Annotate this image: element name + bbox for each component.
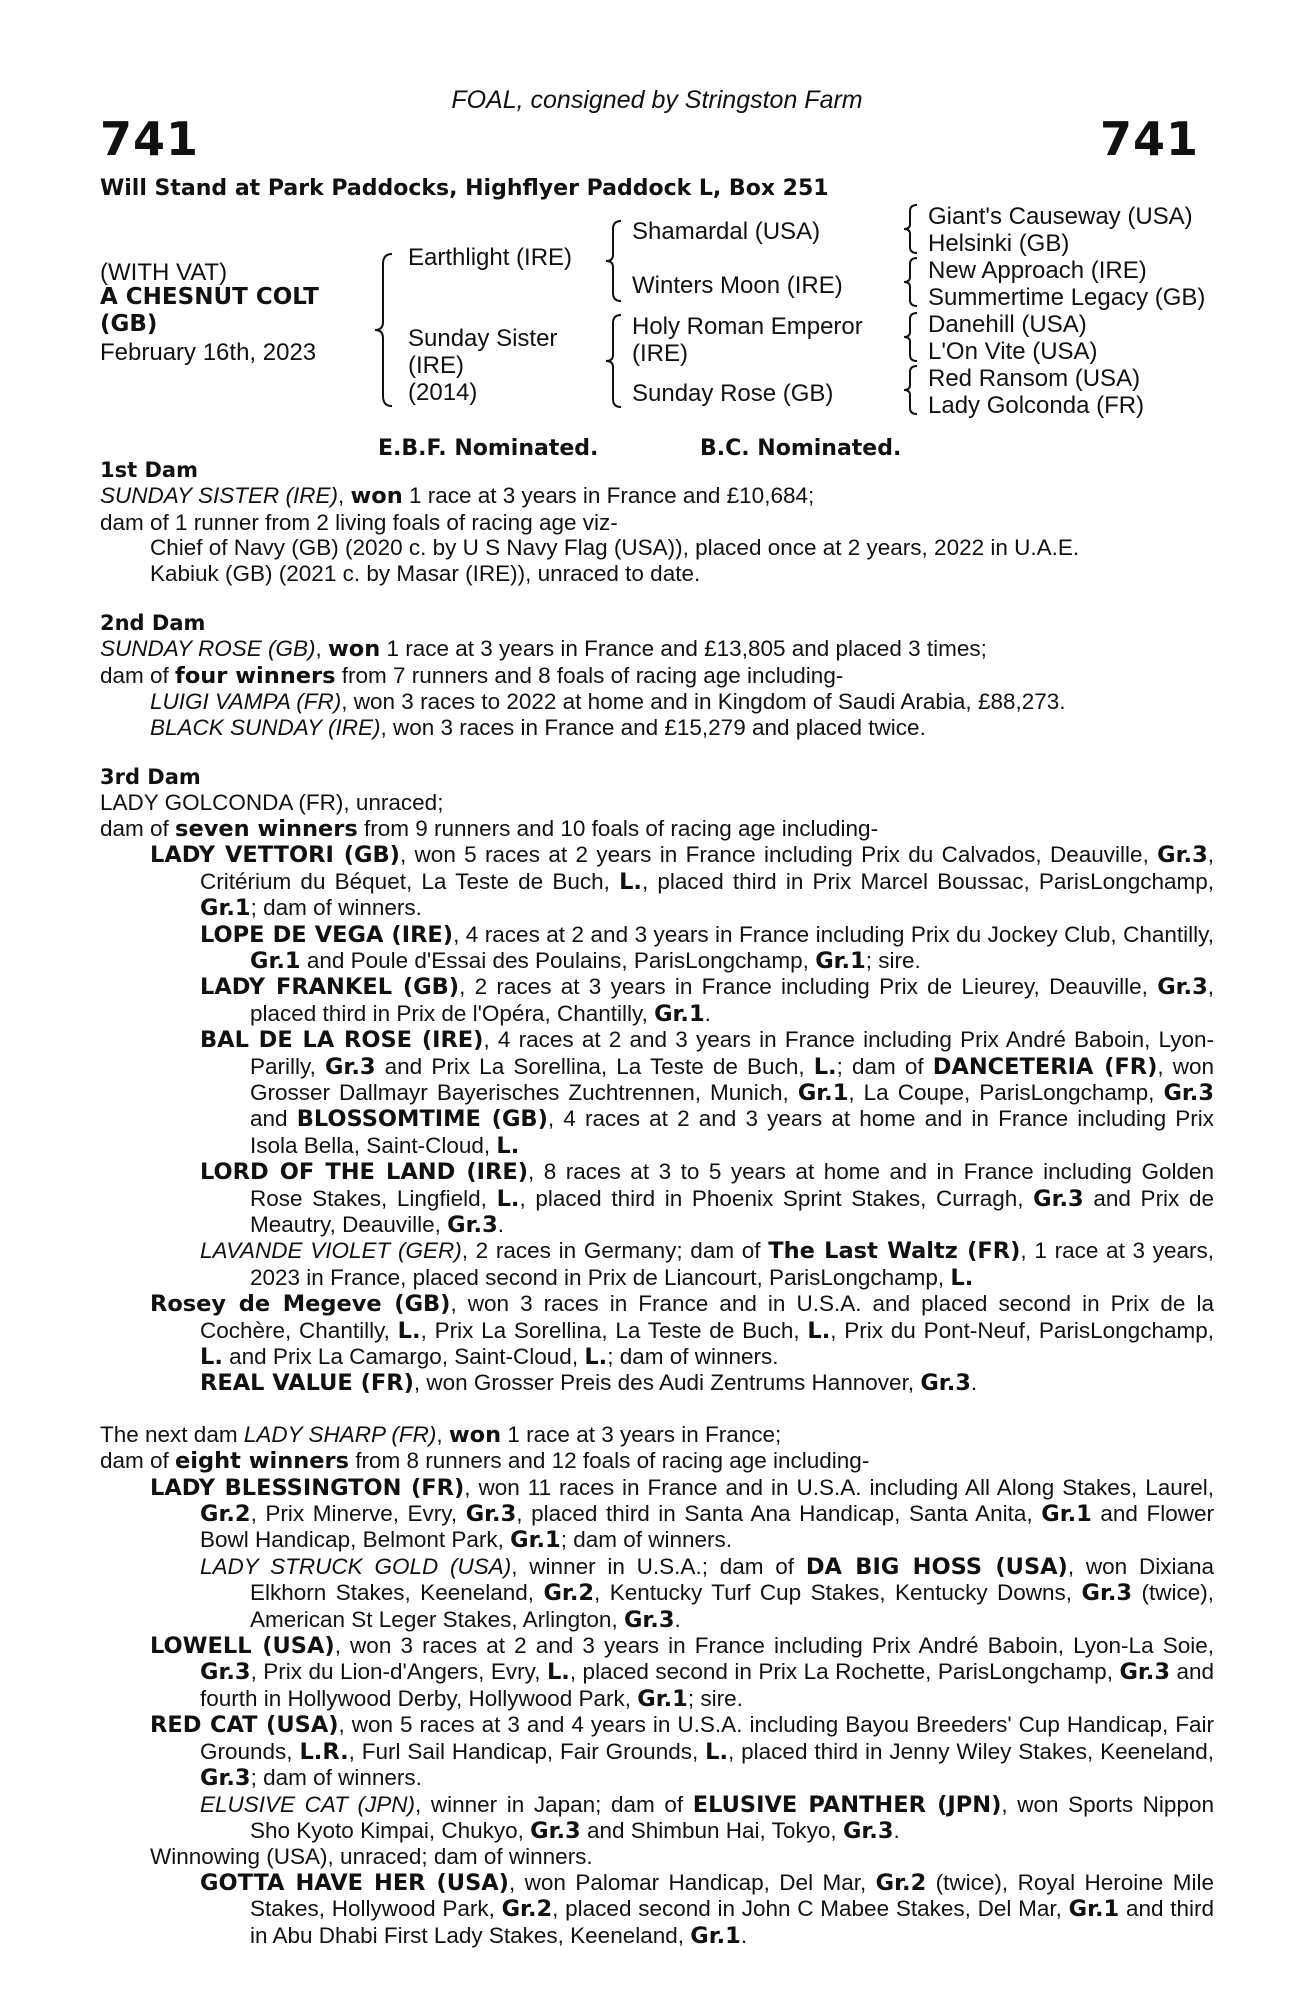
dam-sire: Holy Roman Emperor	[632, 313, 863, 340]
progeny-entry: BAL DE LA ROSE (IRE), 4 races at 2 and 3 years in France including Prix André Baboin, Lyon-Parilly, Gr.3 and Prix La Sorellina, La Teste de Buch, L.; dam of DANCETERIA (FR), won Grosser Dallmayr Bayerisches Zuchtrennen, Munich, Gr.1, La Coupe, ParisLongchamp, Gr.3 and BLOSSOMTIME (GB), 4 races at 2 and 3 years at home and in France including Prix Isola Bella, Saint-Cloud, L.	[200, 1027, 1215, 1159]
third-dam-heading: 3rd Dam	[100, 765, 201, 790]
dam: Sunday Sister	[408, 325, 558, 352]
second-dam-record: SUNDAY ROSE (GB), won 1 race at 3 years in France and £13,805 and placed 3 times;	[100, 636, 987, 663]
pedigree-brace-2	[603, 219, 625, 303]
pedigree-brace-5	[901, 256, 921, 308]
second-dam-heading: 2nd Dam	[100, 611, 206, 636]
first-dam-record: SUNDAY SISTER (IRE), won 1 race at 3 years in France and £10,684;	[100, 483, 815, 510]
third-dam-produce: dam of seven winners from 9 runners and 10 foals of racing age including-	[100, 815, 879, 842]
grandsire-5: Danehill (USA)	[928, 311, 1087, 338]
progeny-entry: BLACK SUNDAY (IRE), won 3 races in France and £15,279 and placed twice.	[150, 714, 926, 740]
grandsire-1: Giant's Causeway (USA)	[928, 203, 1193, 230]
grandsire-8: Lady Golconda (FR)	[928, 392, 1145, 419]
stand-location: Will Stand at Park Paddocks, Highflyer Paddock L, Box 251	[100, 176, 829, 201]
sire-dam: Winters Moon (IRE)	[632, 272, 843, 299]
third-dam-record: LADY GOLCONDA (FR), unraced;	[100, 790, 444, 816]
lot-number-left: 741	[100, 112, 200, 166]
progeny-entry: REAL VALUE (FR), won Grosser Preis des Audi Zentrums Hannover, Gr.3.	[200, 1370, 978, 1397]
dam-dam: Sunday Rose (GB)	[632, 380, 834, 407]
progeny-entry: GOTTA HAVE HER (USA), won Palomar Handicap, Del Mar, Gr.2 (twice), Royal Heroine Mile Stakes, Hollywood Park, Gr.2, placed second in John C Mabee Stakes, Del Mar, Gr.1 and third in Abu Dhabi First Lady Stakes, Keeneland, Gr.1.	[200, 1869, 1215, 1949]
progeny-entry: LADY FRANKEL (GB), 2 races at 3 years in France including Prix de Lieurey, Deauville, Gr.3, placed third in Prix de l'Opéra, Chantilly, Gr.1.	[200, 974, 1215, 1027]
pedigree-brace-7	[901, 364, 921, 416]
next-dam-record: The next dam LADY SHARP (FR), won 1 race at 3 years in France;	[100, 1421, 782, 1448]
consignor-line: FOAL, consigned by Stringston Farm	[451, 86, 863, 114]
second-dam-produce: dam of four winners from 7 runners and 8 foals of racing age including-	[100, 662, 844, 689]
grandsire-7: Red Ransom (USA)	[928, 365, 1141, 392]
pedigree-brace-3	[603, 313, 625, 409]
sire: Earthlight (IRE)	[408, 244, 573, 271]
dam-sire-country: (IRE)	[632, 340, 688, 367]
foal-line: Chief of Navy (GB) (2020 c. by U S Navy Flag (USA)), placed once at 2 years, 2022 in U.A.E.	[150, 535, 1080, 561]
progeny-entry: LOPE DE VEGA (IRE), 4 races at 2 and 3 years in France including Prix du Jockey Club, Chantilly, Gr.1 and Poule d'Essai des Poulains, ParisLongchamp, Gr.1; sire.	[200, 921, 1214, 974]
pedigree-brace-4	[901, 203, 921, 255]
grandsire-6: L'On Vite (USA)	[928, 338, 1098, 365]
horse-name: A CHESNUT COLT	[100, 284, 319, 310]
progeny-entry: LADY STRUCK GOLD (USA), winner in U.S.A.; dam of DA BIG HOSS (USA), won Dixiana Elkhorn Stakes, Keeneland, Gr.2, Kentucky Turf Cup Stakes, Kentucky Downs, Gr.3 (twice), American St Leger Stakes, Arlington, Gr.3.	[200, 1553, 1214, 1633]
progeny-entry: LADY VETTORI (GB), won 5 races at 2 years in France including Prix du Calvados, Deauville, Gr.3, Critérium du Béquet, La Teste de Buch, L., placed third in Prix Marcel Boussac, ParisLongchamp, Gr.1; dam of winners.	[150, 842, 1214, 922]
progeny-entry: Winnowing (USA), unraced; dam of winners.	[150, 1844, 593, 1870]
progeny-entry: RED CAT (USA), won 5 races at 3 and 4 years in U.S.A. including Bayou Breeders' Cup Handicap, Fair Grounds, L.R., Furl Sail Handicap, Fair Grounds, L., placed third in Jenny Wiley Stakes, Keeneland, Gr.3; dam of winners.	[150, 1712, 1215, 1792]
first-dam-produce: dam of 1 runner from 2 living foals of racing age viz-	[100, 509, 618, 535]
dam-country: (IRE)	[408, 352, 464, 379]
sire-sire: Shamardal (USA)	[632, 218, 821, 245]
dam-year: (2014)	[408, 379, 478, 406]
foal-line: Kabiuk (GB) (2021 c. by Masar (IRE)), unraced to date.	[150, 560, 701, 586]
progeny-entry: LOWELL (USA), won 3 races at 2 and 3 years in France including Prix André Baboin, Lyon-La Soie, Gr.3, Prix du Lion-d'Angers, Evry, L., placed second in Prix La Rochette, ParisLongchamp, Gr.3 and fourth in Hollywood Derby, Hollywood Park, Gr.1; sire.	[150, 1633, 1215, 1712]
pedigree-brace-6	[901, 311, 921, 363]
vat-note: (WITH VAT)	[100, 259, 228, 286]
grandsire-2: Helsinki (GB)	[928, 230, 1070, 257]
pedigree-brace-1	[372, 252, 396, 408]
ebf-nomination: E.B.F. Nominated.	[378, 436, 599, 461]
first-dam-heading: 1st Dam	[100, 458, 198, 482]
next-dam-produce: dam of eight winners from 8 runners and 12 foals of racing age including-	[100, 1448, 870, 1475]
grandsire-4: Summertime Legacy (GB)	[928, 284, 1206, 311]
grandsire-3: New Approach (IRE)	[928, 257, 1147, 284]
horse-country: (GB)	[100, 311, 158, 337]
progeny-entry: LORD OF THE LAND (IRE), 8 races at 3 to 5 years at home and in France including Golden Rose Stakes, Lingfield, L., placed third in Phoenix Sprint Stakes, Curragh, Gr.3 and Prix de Meautry, Deauville, Gr.3.	[200, 1159, 1215, 1238]
progeny-entry: Rosey de Megeve (GB), won 3 races in France and in U.S.A. and placed second in Prix de la Cochère, Chantilly, L., Prix La Sorellina, La Teste de Buch, L., Prix du Pont-Neuf, ParisLongchamp, L. and Prix La Camargo, Saint-Cloud, L.; dam of winners.	[150, 1291, 1214, 1370]
progeny-entry: LADY BLESSINGTON (FR), won 11 races in France and in U.S.A. including All Along Stakes, Laurel, Gr.2, Prix Minerve, Evry, Gr.3, placed third in Santa Ana Handicap, Santa Anita, Gr.1 and Flower Bowl Handicap, Belmont Park, Gr.1; dam of winners.	[150, 1474, 1214, 1554]
progeny-entry: LAVANDE VIOLET (GER), 2 races in Germany; dam of The Last Waltz (FR), 1 race at 3 years, 2023 in France, placed second in Prix de Liancourt, ParisLongchamp, L.	[200, 1238, 1215, 1291]
lot-number-right: 741	[1099, 112, 1199, 166]
progeny-entry: ELUSIVE CAT (JPN), winner in Japan; dam of ELUSIVE PANTHER (JPN), won Sports Nippon Sho Kyoto Kimpai, Chukyo, Gr.3 and Shimbun Hai, Tokyo, Gr.3.	[200, 1791, 1214, 1844]
bc-nomination: B.C. Nominated.	[700, 436, 902, 461]
foaling-date: February 16th, 2023	[100, 339, 317, 366]
catalogue-body	[100, 458, 1214, 1949]
progeny-entry: LUIGI VAMPA (FR), won 3 races to 2022 at home and in Kingdom of Saudi Arabia, £88,273.	[150, 689, 1066, 715]
